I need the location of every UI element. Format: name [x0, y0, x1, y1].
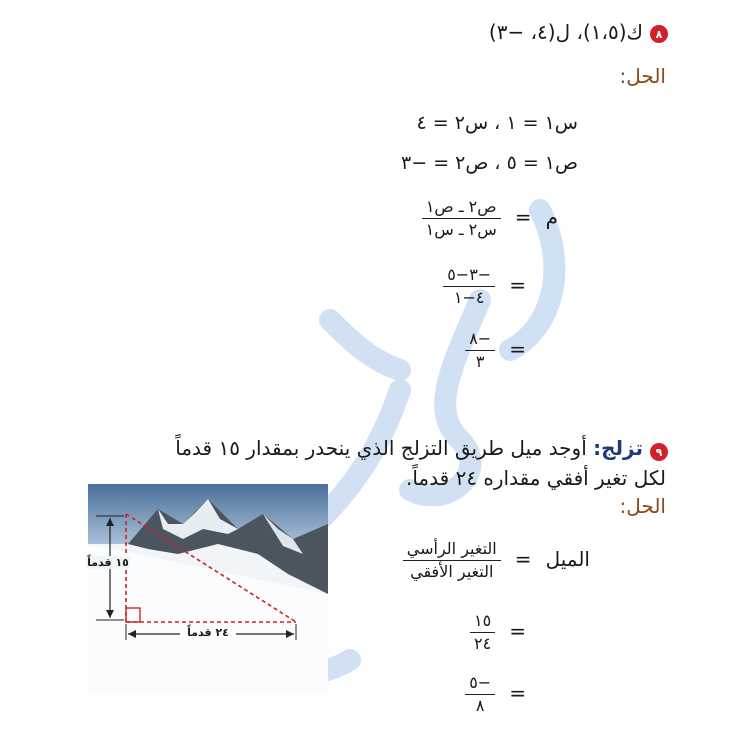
equals-sign: =	[509, 619, 526, 643]
problem-8-number-badge: ٨	[650, 25, 668, 43]
problem-8-x-values: س١ = ١ ، س٢ = ٤	[416, 112, 578, 134]
horizontal-change-label: التغير الأفقي	[410, 562, 494, 581]
problem-9-solution-label: الحل:	[619, 494, 666, 518]
ski-slope-figure	[88, 484, 328, 694]
step-1-numerator: −٣−٥	[447, 265, 492, 284]
step-1-denominator: ٤−١	[453, 288, 485, 307]
slope-word: الميل	[545, 547, 590, 571]
figure-vertical-label: ١٥ قدماً	[87, 556, 129, 569]
problem-9-slope-formula	[403, 538, 590, 583]
step-2-numerator: −٥	[469, 673, 492, 692]
problem-8-solution-label: الحل:	[619, 64, 666, 88]
step-2-denominator: ٣	[475, 352, 485, 371]
formula-denominator: س٢ ـ س١	[425, 220, 497, 239]
problem-8-slope-formula	[422, 196, 558, 241]
problem-8-y-values: ص١ = ٥ ، ص٢ = −٣	[401, 152, 578, 174]
problem-9-step-1	[470, 610, 534, 655]
equals-sign: =	[514, 547, 532, 571]
formula-numerator: ص٢ ـ ص١	[425, 197, 497, 216]
problem-9-line-2: لكل تغير أفقي مقداره ٢٤ قدماً.	[405, 466, 666, 490]
step-1-denominator: ٢٤	[474, 634, 492, 653]
problem-9-title: تزلج:	[593, 436, 643, 460]
slope-symbol: م	[545, 205, 558, 229]
equals-sign: =	[509, 273, 526, 297]
problem-8-step-1	[443, 264, 534, 309]
slope-formula-fraction	[422, 196, 501, 241]
step-1-fraction	[470, 610, 495, 655]
problem-9-line-1	[175, 436, 643, 460]
problem-8-step-2	[465, 328, 534, 373]
step-2-denominator: ٨	[475, 696, 485, 715]
step-1-numerator: ١٥	[474, 611, 492, 630]
figure-horizontal-label: ٢٤ قدماً	[180, 626, 236, 639]
problem-9-step-2	[465, 672, 534, 717]
equals-sign: =	[514, 205, 532, 229]
step-2-fraction	[465, 328, 495, 373]
step-2-fraction	[465, 672, 495, 717]
problem-8-header: ك(١،٥)، ل(٤، −٣)	[488, 20, 643, 44]
slope-word-fraction	[403, 538, 501, 583]
problem-9-text-1: أوجد ميل طريق التزلج الذي ينحدر بمقدار ١٥ قدماً	[175, 436, 587, 460]
step-1-fraction	[443, 264, 495, 309]
problem-9-number-badge: ٩	[650, 443, 668, 461]
equals-sign: =	[509, 337, 526, 361]
step-2-numerator: −٨	[469, 329, 492, 348]
vertical-change-label: التغير الرأسي	[406, 539, 497, 558]
equals-sign: =	[509, 681, 526, 705]
